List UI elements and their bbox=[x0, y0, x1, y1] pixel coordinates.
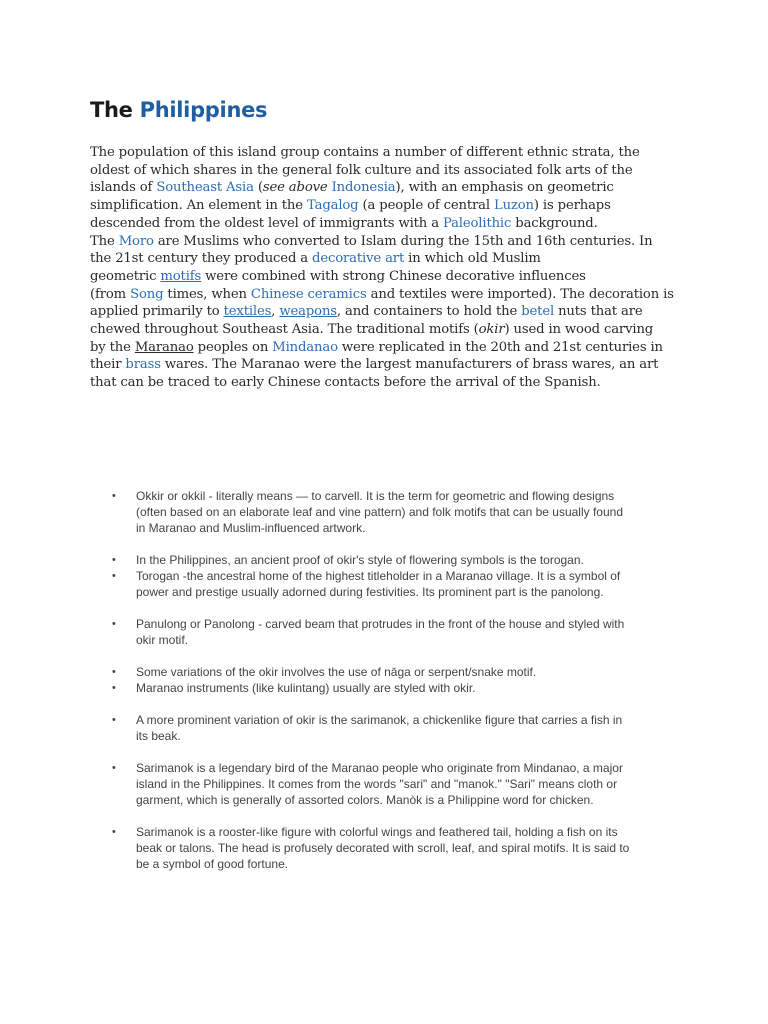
link-southeast-asia[interactable]: Southeast Asia bbox=[156, 180, 254, 196]
list-item-line: its beak. bbox=[136, 729, 181, 743]
title-accent: Philippines bbox=[139, 98, 268, 122]
list-item-line: A more prominent variation of okir is the sarimanok, a chickenlike figure that carries a fish in bbox=[136, 713, 623, 727]
list-item-line: Sarimanok is a rooster-like figure with colorful wings and feathered tail, holding a fish on its bbox=[136, 825, 618, 839]
list-item-line: beak or talons. The head is profusely decorated with scroll, leaf, and spiral motifs. It is said to bbox=[136, 841, 630, 855]
list-item bbox=[90, 488, 680, 536]
list-item-line: okir motif. bbox=[136, 633, 189, 647]
list-item-line: garment, which is generally of assorted colors. Manòk is a Philippine word for chicken. bbox=[136, 793, 594, 807]
list-item-line: Panulong or Panolong - carved beam that protrudes in the front of the house and styled with bbox=[136, 617, 625, 631]
list-item-line: (often based on an elaborate leaf and vine pattern) and folk motifs that can be usually found bbox=[136, 505, 623, 519]
list-item bbox=[90, 680, 680, 696]
link-textiles[interactable]: textiles bbox=[223, 304, 272, 320]
list-item-line: island in the Philippines. It comes from the words "sari" and "manok." "Sari" means cloth or bbox=[136, 777, 618, 791]
para-line: The population of this island group contains a number of different ethnic strata, the bbox=[90, 145, 640, 160]
para-line: their brass wares. The Maranao were the largest manufacturers of brass wares, an art bbox=[90, 357, 659, 373]
list-item-line: power and prestige usually adorned during festivities. Its prominent part is the panolong. bbox=[136, 585, 604, 599]
para-line: by the Maranao peoples on Mindanao were replicated in the 20th and 21st centuries in bbox=[90, 339, 663, 355]
para-line: The Moro are Muslims who converted to Islam during the 15th and 16th centuries. In bbox=[90, 233, 653, 249]
bullet-icon: • bbox=[112, 682, 116, 694]
list-item-line: Sarimanok is a legendary bird of the Maranao people who originate from Mindanao, a major bbox=[136, 761, 623, 775]
list-item-line: in Maranao and Muslim-influenced artwork. bbox=[136, 521, 366, 535]
link-luzon[interactable]: Luzon bbox=[494, 198, 534, 214]
para-line: simplification. An element in the Tagalog (a people of central Luzon) is perhaps bbox=[90, 198, 611, 214]
list-item bbox=[90, 824, 680, 872]
intro-paragraph bbox=[90, 144, 685, 392]
link-moro[interactable]: Moro bbox=[118, 233, 154, 249]
bullet-icon: • bbox=[112, 666, 116, 678]
link-motifs[interactable]: motifs bbox=[160, 268, 202, 284]
list-item-line: Okkir or okkil - literally means — to carvell. It is the term for geometric and flowing designs bbox=[136, 489, 615, 503]
list-item-line: Torogan -the ancestral home of the highest titleholder in a Maranao village. It is a symbol of bbox=[136, 569, 621, 583]
link-tagalog[interactable]: Tagalog bbox=[306, 198, 359, 214]
list-item bbox=[90, 552, 680, 568]
list-item bbox=[90, 616, 680, 648]
bullet-icon: • bbox=[112, 554, 116, 566]
link-song[interactable]: Song bbox=[130, 286, 164, 302]
link-paleolithic[interactable]: Paleolithic bbox=[442, 215, 512, 231]
list-item bbox=[90, 664, 680, 680]
para-line: that can be traced to early Chinese contacts before the arrival of the Spanish. bbox=[90, 375, 601, 391]
bullet-icon: • bbox=[112, 490, 116, 502]
list-item bbox=[90, 712, 680, 744]
link-decorative-art[interactable]: decorative art bbox=[312, 251, 405, 267]
list-item-line: In the Philippines, an ancient proof of okir's style of flowering symbols is the torogan. bbox=[136, 553, 584, 567]
link-betel[interactable]: betel bbox=[521, 304, 555, 320]
bullet-icon: • bbox=[112, 618, 116, 630]
para-line: geometric motifs were combined with strong Chinese decorative influences bbox=[90, 268, 586, 284]
bullet-icon: • bbox=[112, 826, 116, 838]
link-indonesia[interactable]: Indonesia bbox=[331, 180, 396, 196]
link-mindanao[interactable]: Mindanao bbox=[272, 339, 338, 355]
para-line: islands of Southeast Asia (see above Indonesia), with an emphasis on geometric bbox=[90, 180, 614, 196]
para-line: chewed throughout Southeast Asia. The traditional motifs (okir) used in wood carving bbox=[90, 322, 654, 338]
para-line: applied primarily to textiles, weapons, and containers to hold the betel nuts that are bbox=[90, 304, 643, 320]
para-line: oldest of which shares in the general folk culture and its associated folk arts of the bbox=[90, 162, 633, 178]
bullet-icon: • bbox=[112, 714, 116, 726]
link-chinese-ceramics[interactable]: Chinese ceramics bbox=[250, 286, 367, 302]
para-line: descended from the oldest level of immigrants with a Paleolithic background. bbox=[90, 215, 598, 231]
para-line: (from Song times, when Chinese ceramics and textiles were imported). The decoration is bbox=[90, 286, 674, 302]
link-maranao[interactable]: Maranao bbox=[134, 339, 194, 355]
bullet-list bbox=[90, 488, 680, 872]
list-item-line: be a symbol of good fortune. bbox=[136, 857, 289, 871]
list-item-line: Some variations of the okir involves the use of nāga or serpent/snake motif. bbox=[136, 665, 537, 679]
title-prefix: The bbox=[90, 98, 133, 122]
link-brass[interactable]: brass bbox=[125, 357, 161, 373]
bullet-icon: • bbox=[112, 762, 116, 774]
list-item bbox=[90, 568, 680, 600]
bullet-icon: • bbox=[112, 570, 116, 582]
list-item bbox=[90, 760, 680, 808]
list-item-line: Maranao instruments (like kulintang) usually are styled with okir. bbox=[136, 681, 476, 695]
page-title bbox=[90, 96, 267, 124]
link-weapons[interactable]: weapons bbox=[279, 304, 337, 320]
para-line: the 21st century they produced a decorative art in which old Muslim bbox=[90, 251, 541, 267]
